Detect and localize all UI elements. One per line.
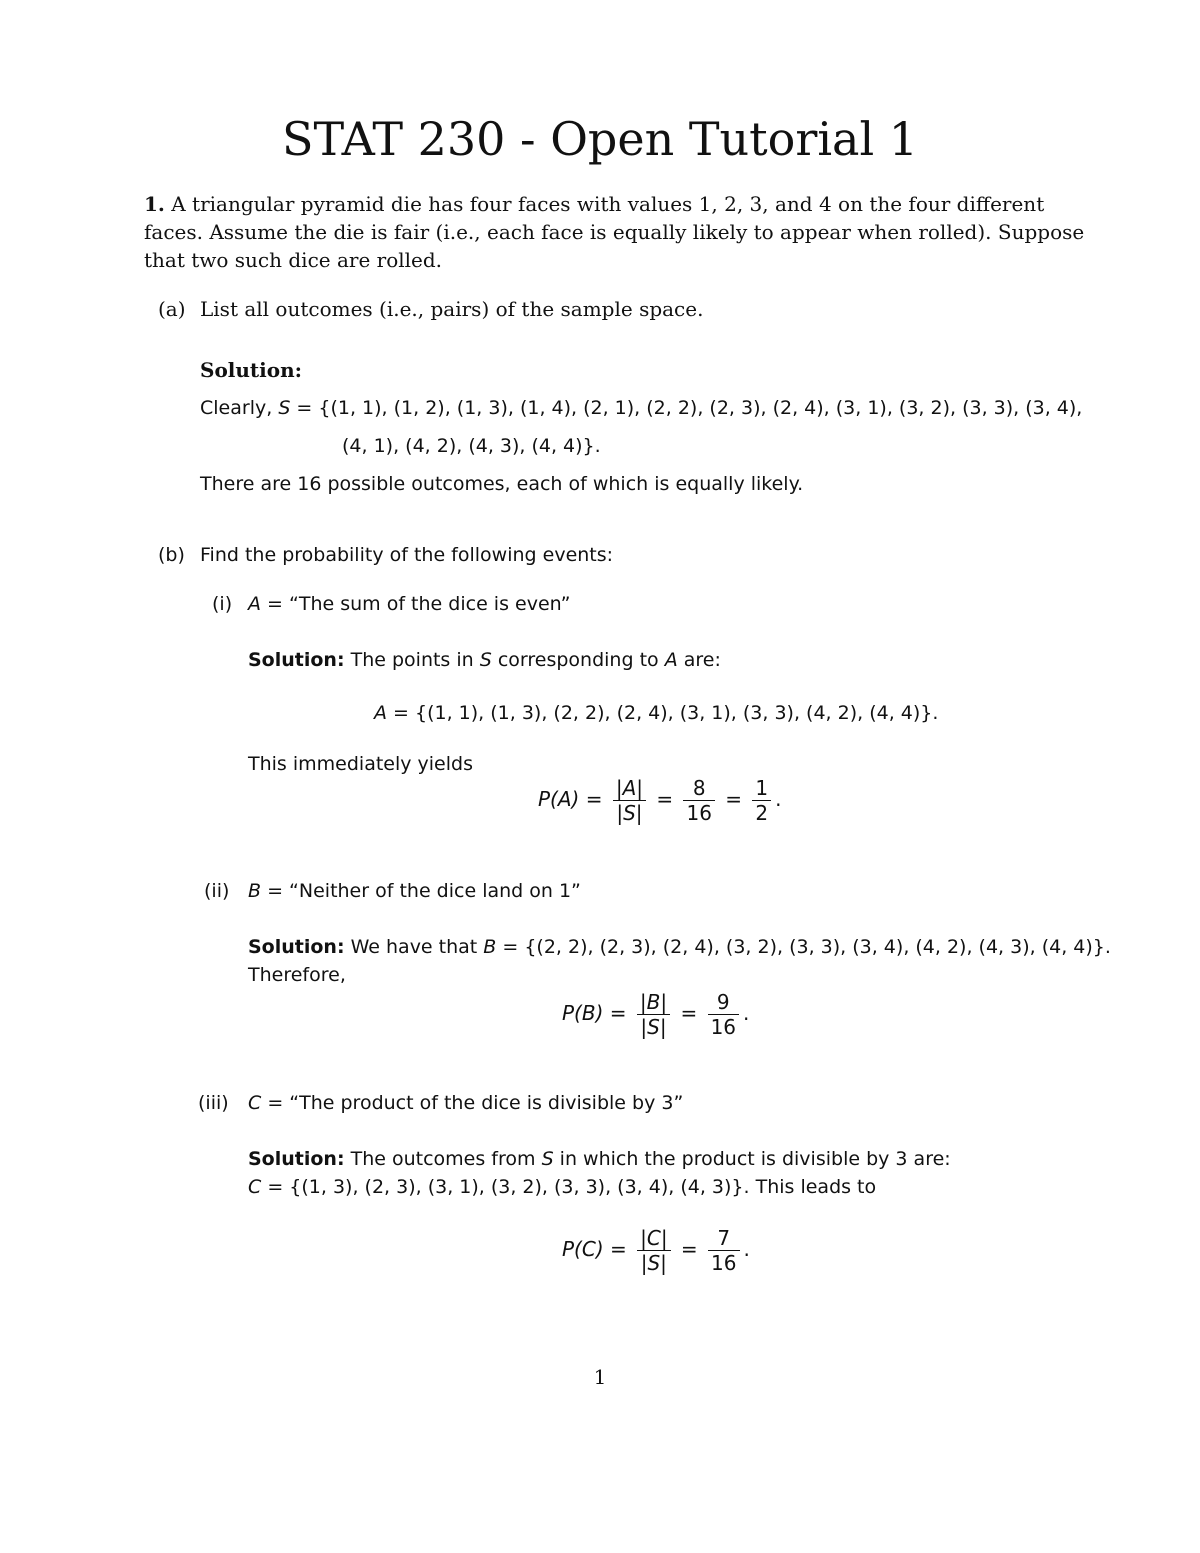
part-b-ii-event: B = “Neither of the dice land on 1” <box>248 880 581 902</box>
part-a-sample-space: Clearly, S = {(1, 1), (1, 2), (1, 3), (1, 4), (2, 1), (2, 2), (2, 3), (2, 4), (3, 1), (3, 2), (3, 3), (3, 4), <box>200 397 1083 419</box>
part-b-i-yields: This immediately yields <box>248 753 473 775</box>
part-b-iii-event: C = “The product of the dice is divisible by 3” <box>248 1092 684 1114</box>
fraction-b-over-s: $\frac{|B|}{|S|}$ <box>637 990 670 1039</box>
part-a-solution-label: Solution: <box>200 358 303 382</box>
question-1-line2: faces. Assume the die is fair (i.e., each face is equally likely to appear when rolled). Suppose <box>144 220 1085 244</box>
part-b-label: (b) <box>158 544 185 566</box>
part-a-label: (a) <box>158 297 186 321</box>
part-b-iii-label: (iii) <box>198 1092 229 1114</box>
part-a-note: There are 16 possible outcomes, each of which is equally likely. <box>200 473 804 495</box>
fraction-8-over-16: $\frac{8}{16}$ <box>683 776 714 825</box>
question-number: 1. <box>144 192 165 216</box>
fraction-c-over-s: $\frac{|C|}{|S|}$ <box>637 1226 670 1275</box>
fraction-7-over-16: $\frac{7}{16}$ <box>708 1226 739 1275</box>
part-b-iii-probability: P(C) = $\frac{|C|}{|S|}$ = $\frac{7}{16}$ . <box>562 1226 750 1275</box>
fraction-1-over-2: $\frac{1}{2}$ <box>752 776 771 825</box>
part-b-i-solution: Solution: The points in S corresponding to A are: <box>248 649 721 671</box>
page-number: 1 <box>593 1365 607 1389</box>
part-b-ii-therefore: Therefore, <box>248 964 346 986</box>
part-a-sample-space-line2: (4, 1), (4, 2), (4, 3), (4, 4)}. <box>342 435 601 457</box>
page-title: STAT 230 - Open Tutorial 1 <box>281 112 919 166</box>
part-b-ii-label: (ii) <box>204 880 230 902</box>
part-a-question: List all outcomes (i.e., pairs) of the sample space. <box>200 297 704 321</box>
question-1-line1: 1. A triangular pyramid die has four faces with values 1, 2, 3, and 4 on the four different <box>144 192 1045 216</box>
part-b-i-set: A = {(1, 1), (1, 3), (2, 2), (2, 4), (3, 1), (3, 3), (4, 2), (4, 4)}. <box>374 702 939 724</box>
part-b-i-event: A = “The sum of the dice is even” <box>248 593 571 615</box>
question-1-line3: that two such dice are rolled. <box>144 248 443 272</box>
part-b-question: Find the probability of the following events: <box>200 544 614 566</box>
part-b-ii-probability: P(B) = $\frac{|B|}{|S|}$ = $\frac{9}{16}$ . <box>562 990 750 1039</box>
part-b-iii-set: C = {(1, 3), (2, 3), (3, 1), (3, 2), (3, 3), (3, 4), (4, 3)}. This leads to <box>248 1176 877 1198</box>
part-b-iii-solution: Solution: The outcomes from S in which the product is divisible by 3 are: <box>248 1148 951 1170</box>
fraction-a-over-s: $\frac{|A|}{|S|}$ <box>613 776 646 825</box>
fraction-9-over-16: $\frac{9}{16}$ <box>708 990 739 1039</box>
part-b-i-label: (i) <box>212 593 233 615</box>
part-b-ii-solution: Solution: We have that B = {(2, 2), (2, 3), (2, 4), (3, 2), (3, 3), (3, 4), (4, 2), (4, 3), (4, 4)}. <box>248 936 1111 958</box>
part-b-i-probability: P(A) = $\frac{|A|}{|S|}$ = $\frac{8}{16}$ = $\frac{1}{2}$ . <box>538 776 782 825</box>
